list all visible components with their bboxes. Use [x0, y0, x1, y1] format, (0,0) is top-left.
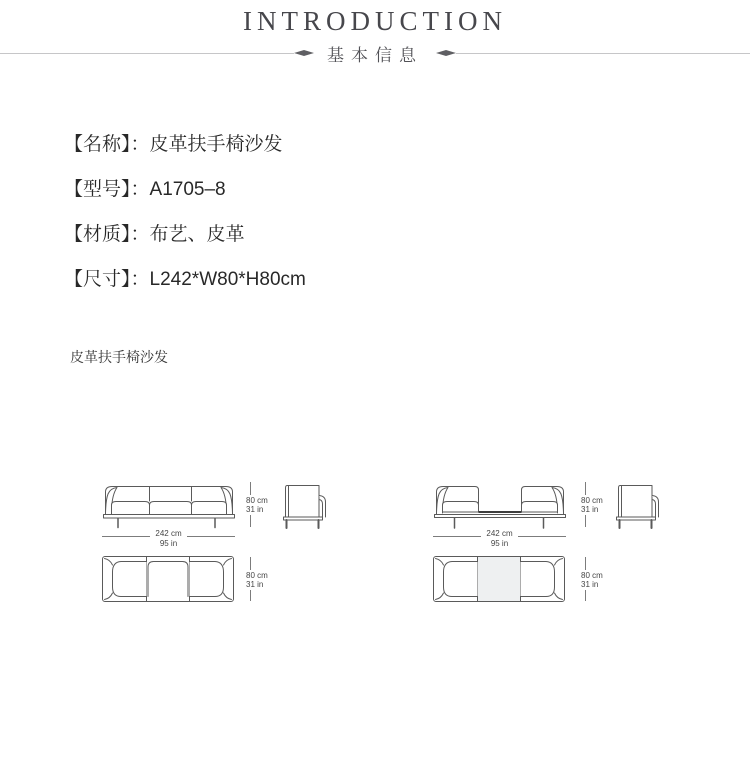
sofa-table-front-elevation-drawing — [433, 481, 567, 529]
info-row-size — [64, 264, 306, 290]
sofa-table-plan-view-drawing — [433, 556, 565, 602]
dimension-value-cm: 80 cm — [581, 496, 603, 505]
dimension-line — [433, 536, 481, 537]
section-subtitle: 基本信息 — [327, 45, 423, 65]
product-info-list — [64, 129, 306, 309]
info-label: 【名称】 — [64, 134, 131, 155]
dimension-value-cm: 242 cm — [486, 529, 513, 538]
height-dimension-right-top — [581, 482, 607, 527]
dimension-value-cm: 242 cm — [155, 529, 182, 538]
height-dimension-left-bottom — [246, 557, 272, 601]
diamond-icon-left — [294, 50, 314, 56]
dimension-value-in: 95 in — [490, 539, 509, 548]
dimension-value-cm: 80 cm — [581, 571, 603, 580]
dimension-value-in: 31 in — [246, 505, 264, 514]
dimension-line — [187, 536, 235, 537]
dimension-value-cm: 80 cm — [246, 571, 268, 580]
dimension-value-in: 31 in — [246, 580, 264, 589]
info-label: 【尺寸】 — [64, 269, 131, 290]
height-dimension-right-bottom — [581, 557, 607, 601]
product-caption: 皮革扶手椅沙发 — [70, 349, 168, 365]
divider-line-left — [0, 53, 294, 54]
dimension-line — [518, 536, 566, 537]
divider-line-right — [456, 53, 750, 54]
height-dimension-left-top — [246, 482, 272, 527]
info-row-model — [64, 174, 306, 200]
sofa-side-profile-drawing-right — [612, 483, 660, 529]
info-separator: ： — [130, 224, 150, 245]
diamond-icon-right — [436, 50, 456, 56]
sofa-front-elevation-drawing — [102, 481, 236, 529]
page-title: INTRODUCTION — [243, 6, 507, 36]
sofa-side-profile-drawing — [279, 483, 327, 529]
info-label: 【型号】 — [64, 179, 131, 200]
section-divider — [0, 43, 750, 63]
info-separator: ： — [130, 179, 150, 200]
info-value: 布艺、皮革 — [149, 224, 245, 245]
info-separator: ： — [130, 269, 150, 290]
sofa-plan-view-drawing — [102, 556, 234, 602]
info-value: L242*W80*H80cm — [149, 269, 306, 290]
dimension-value-in: 31 in — [581, 580, 599, 589]
length-dimension-left — [102, 529, 235, 549]
dimension-value-in: 95 in — [159, 539, 178, 548]
info-value: A1705–8 — [149, 179, 226, 200]
dimension-value-cm: 80 cm — [246, 496, 268, 505]
info-label: 【材质】 — [64, 224, 131, 245]
dimension-line — [102, 536, 150, 537]
info-row-material — [64, 219, 306, 245]
length-dimension-right — [433, 529, 566, 549]
info-value: 皮革扶手椅沙发 — [149, 134, 283, 155]
info-separator: ： — [130, 134, 150, 155]
dimension-value-in: 31 in — [581, 505, 599, 514]
info-row-name — [64, 129, 306, 155]
